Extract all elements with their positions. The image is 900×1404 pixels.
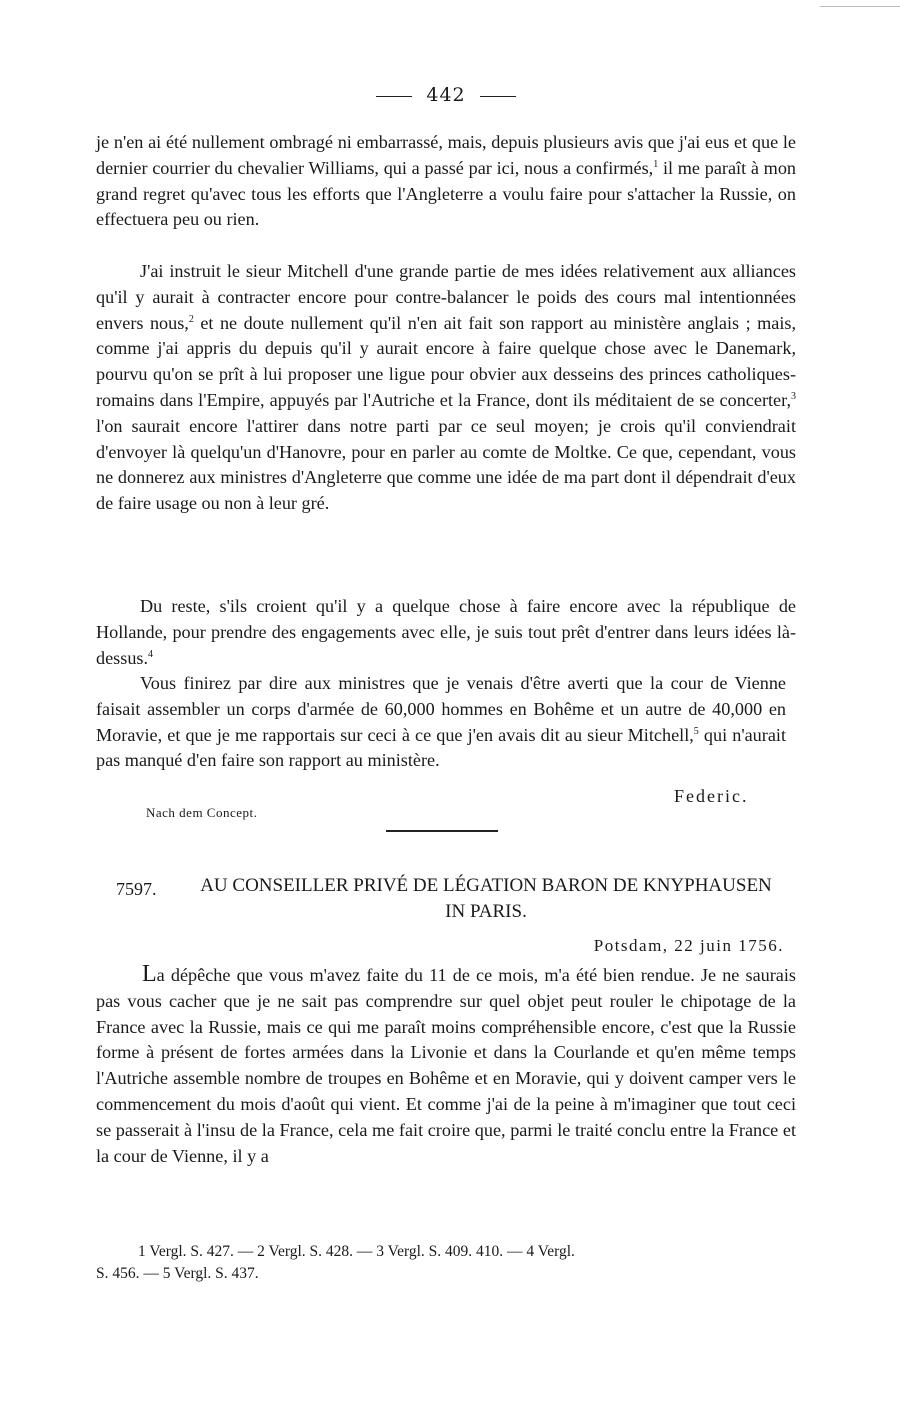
letter-heading — [116, 873, 796, 925]
source-note: Nach dem Concept. — [146, 805, 258, 820]
letter-number: 7597. — [116, 879, 157, 899]
paragraph-2 — [96, 259, 796, 517]
section-divider — [386, 830, 498, 832]
paragraph-4-text-a: Vous finirez par dire aux ministres que je venais d'être averti que la cour de Vienne faisait assembler un corps d'armée de 60,000 hommes en Bohême et un autre de 40,000 en Moravie, et que je me rapportais sur ceci à ce que j'en avais dit au sieur Mitchell, — [96, 673, 786, 745]
footnote-mark-5: 5 — [693, 725, 699, 737]
letter-body-text: a dépêche que vous m'avez faite du 11 de ce mois, m'a été bien rendue. Je ne saurais pas vous cacher que je ne sait pas comprendre sur quel objet peut rouler le chipotage de la France avec la Russie, mais ce qui me paraît moins compréhensible encore, c'est que la Russie forme à présent de fortes armées dans la Livonie et dans la Courlande et qu'en même temps l'Autriche assemble nombre de troupes en Bohême et en Moravie, qui y doivent camper vers le commencement du mois d'août qui vient. Et comme j'ai de la peine à m'imaginer que tout ceci se passerait à l'insu de la France, cela me fait croire que, parmi le traité conclu entre la France et la cour de Vienne, il y a — [96, 965, 796, 1166]
page-number: 442 — [426, 84, 466, 106]
footnotes — [96, 1241, 796, 1285]
letter-body — [96, 962, 796, 1169]
signature: Federic. — [674, 786, 749, 806]
header-dash-left — [376, 96, 412, 97]
paragraph-2-text-a: J'ai instruit le sieur Mitchell d'une grande partie de mes idées relativement aux alliances qu'il y aurait à contracter encore pour contre-balancer le poids des cours mal intentionnées envers nous, — [96, 261, 796, 333]
footnote-mark-1: 1 — [653, 158, 659, 170]
letter-title: AU CONSEILLER PRIVÉ DE LÉGATION BARON DE KNYPHAUSEN IN PARIS. — [200, 875, 772, 922]
dateline: Potsdam, 22 juin 1756. — [593, 936, 784, 955]
paragraph-4 — [96, 671, 786, 774]
footnote-mark-2: 2 — [188, 313, 194, 325]
paragraph-1 — [96, 130, 796, 233]
footnote-mark-3: 3 — [791, 390, 796, 402]
footnote-mark-4: 4 — [148, 648, 154, 660]
paragraph-1-text-b: il me paraît à mon grand regret qu'avec tous les efforts que l'Angleterre a voulu faire pour s'attacher la Russie, on effectuera peu ou rien. — [96, 157, 797, 230]
top-edge-rule — [820, 6, 900, 7]
paragraph-2-text-b: et ne doute nullement qu'il n'en ait fait son rapport au ministère anglais ; mais, comme j'ai appris du depuis qu'il y aurait encore à faire quelque chose avec le Danemark, pourvu qu'on se prît à lui proposer une ligue pour obvier aux desseins des princes catholiques-romains dans l'Empire, appuyés par l'Autriche et la France, dont ils méditaient de se concerter, — [96, 312, 797, 410]
paragraph-1-text-a: je n'en ai été nullement ombragé ni embarrassé, mais, depuis plusieurs avis que j'ai eus et que le dernier courrier du chevalier Williams, qui a passé par ici, nous a confirmés, — [96, 132, 796, 178]
drop-initial: L — [142, 961, 157, 987]
paragraph-4-text-b: qui n'aurait pas manqué d'en faire son rapport au ministère. — [96, 724, 786, 771]
paragraph-2-text-c: l'on saurait encore l'attirer dans notre parti par ce seul moyen; je crois qu'il conviendrait d'envoyer là quelqu'un d'Hanovre, pour en parler au comte de Moltke. Ce que, cependant, vous ne donnerez aux ministres d'Angleterre que comme une idée de ma part dont il dépendrait d'eux de faire usage ou non à leur gré. — [96, 415, 796, 514]
footnotes-line-2: S. 456. — 5 Vergl. S. 437. — [96, 1265, 259, 1282]
paragraph-3-text: Du reste, s'ils croient qu'il y a quelque chose à faire encore avec la république de Hollande, pour prendre des engagements avec elle, je suis tout prêt d'entrer dans leurs idées là-dessus. — [96, 596, 796, 668]
header-dash-right — [480, 96, 516, 97]
paragraph-3 — [96, 594, 796, 671]
footnotes-line-1: 1 Vergl. S. 427. — 2 Vergl. S. 428. — 3 Vergl. S. 409. 410. — 4 Vergl. — [138, 1243, 575, 1260]
page-header — [96, 84, 796, 106]
